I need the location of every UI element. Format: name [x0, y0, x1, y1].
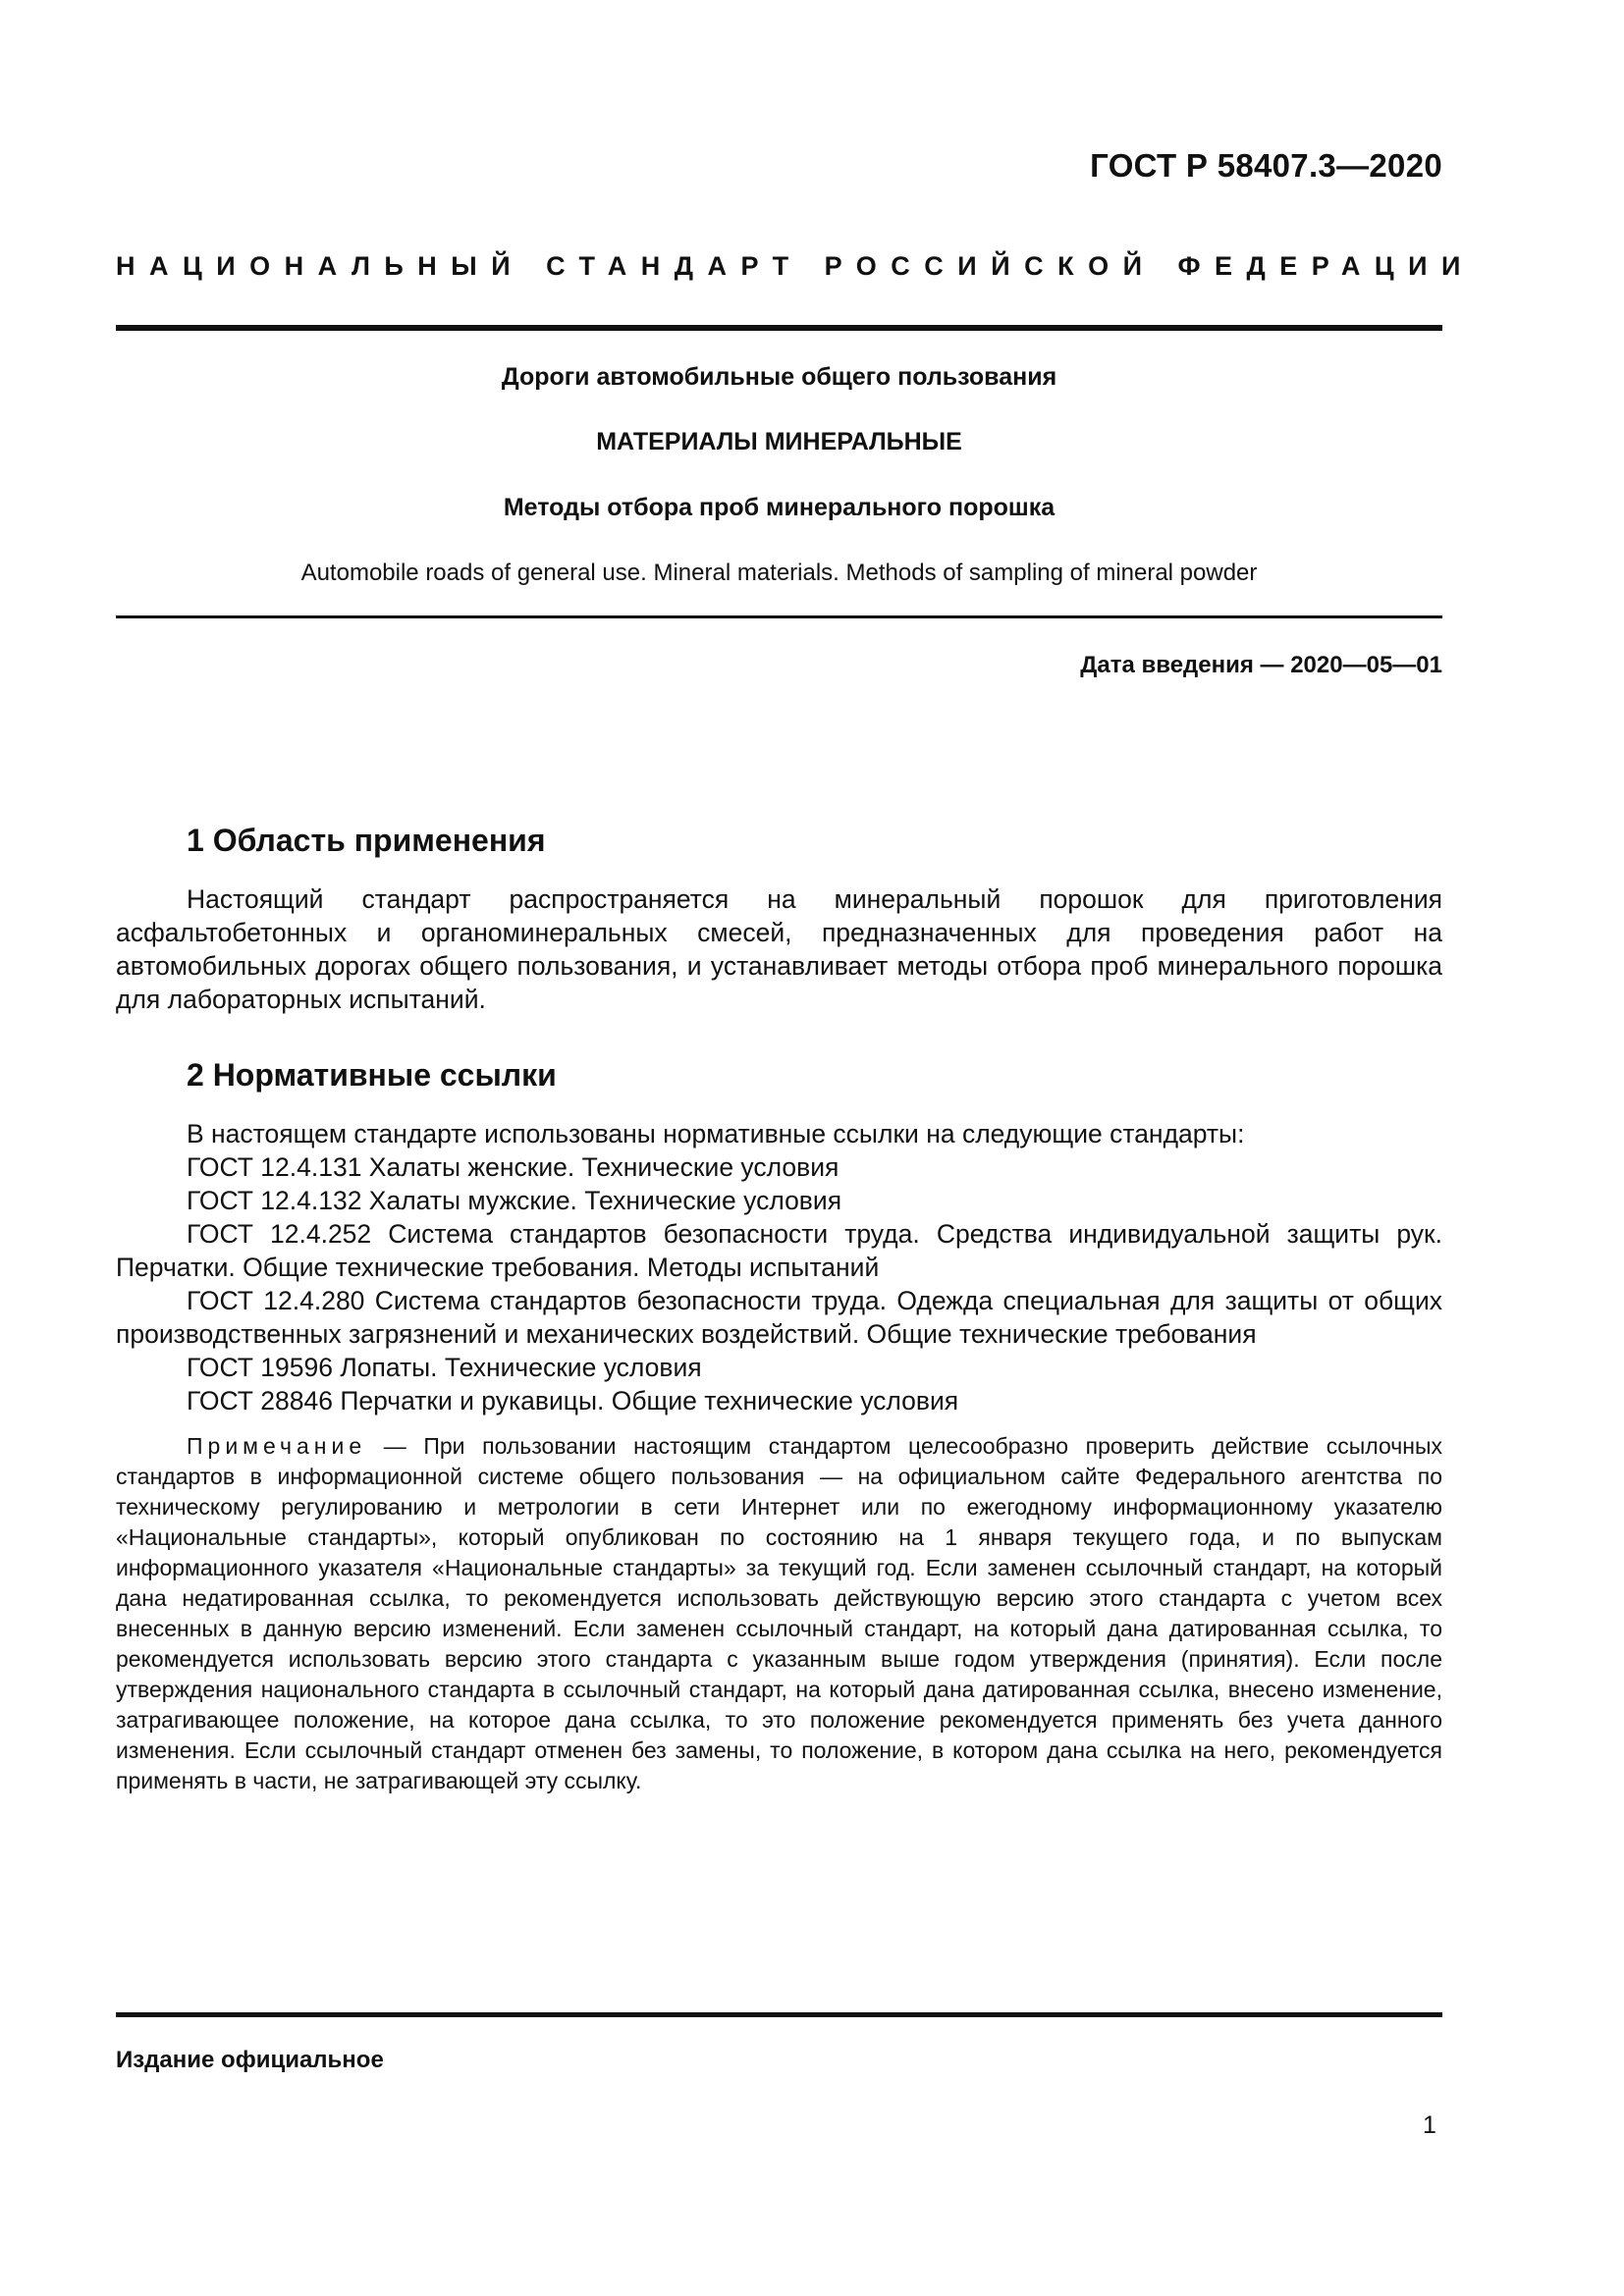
title-divider: [116, 615, 1442, 618]
reference-item: [116, 1217, 1442, 1284]
header-divider: [116, 325, 1442, 331]
page-number: 1: [1423, 2111, 1436, 2139]
section-2-heading: 2 Нормативные ссылки: [187, 1057, 557, 1093]
title-line-1: Дороги автомобильные общего пользования: [501, 363, 1057, 391]
title-line-3: Методы отбора проб минерального порошка: [503, 494, 1056, 521]
official-edition-label: Издание официальное: [116, 2047, 384, 2073]
introduction-date: Дата введения — 2020—05—01: [1080, 652, 1442, 678]
section-1-text: Настоящий стандарт распространяется на минеральный порошок для приготовления асфальтобетонных и органоминеральных смесей, предназначенных для проведения работ на автомобильных дорогах общего пользования, и устанавливает методы отбора проб минерального порошка для лабораторных испытаний.: [116, 884, 1442, 1014]
title-line-2: МАТЕРИАЛЫ МИНЕРАЛЬНЫЕ: [596, 428, 962, 455]
note-paragraph: [116, 1431, 1442, 1796]
note-label: Примечание: [187, 1433, 367, 1459]
reference-item: ГОСТ 28846 Перчатки и рукавицы. Общие технические условия: [187, 1386, 959, 1415]
english-title: Automobile roads of general use. Mineral materials. Methods of sampling of mineral powder: [300, 560, 1258, 586]
reference-item: ГОСТ 12.4.131 Халаты женские. Технические условия: [187, 1152, 839, 1182]
footer-divider: [116, 2012, 1442, 2017]
document-number: ГОСТ Р 58407.3—2020: [1090, 147, 1442, 184]
reference-item: ГОСТ 12.4.132 Халаты мужские. Технические условия: [187, 1186, 842, 1215]
note-text: — При пользовании настоящим стандартом целесообразно проверить действие ссылочных стандартов в информационной системе общего пользования — на официальном сайте Федерального агентства по техническому регулированию и метрологии в сети Интернет или по ежегодному информационному указателю «Национальные стандарты», который опубликован по состоянию на 1 января текущего года, и по выпускам информационного указателя «Национальные стандарты» за текущий год. Если заменен ссылочный стандарт, на который дана недатированная ссылка, то рекомендуется использовать действующую версию этого стандарта с учетом всех внесенных в данную версию изменений. Если заменен ссылочный стандарт, на который дана датированная ссылка, то рекомендуется использовать версию этого стандарта с указанным выше годом утверждения (принятия). Если после утверждения национального стандарта в ссылочный стандарт, на который дана датированная ссылка, внесено изменение, затрагивающее положение, на которое дана ссылка, то это положение рекомендуется применять без учета данного изменения. Если ссылочный стандарт отменен без замены, то положение, в котором дана ссылка на него, рекомендуется применять в части, не затрагивающей эту ссылку.: [116, 1433, 1442, 1793]
section-2-intro: В настоящем стандарте использованы нормативные ссылки на следующие стандарты:: [187, 1119, 1245, 1148]
reference-item: ГОСТ 19596 Лопаты. Технические условия: [187, 1353, 702, 1382]
section-1-paragraph: [116, 882, 1442, 1016]
reference-text: ГОСТ 12.4.280 Система стандартов безопасности труда. Одежда специальная для защиты от общих производственных загрязнений и механических воздействий. Общие технические требования: [116, 1286, 1442, 1349]
reference-text: ГОСТ 12.4.252 Система стандартов безопасности труда. Средства индивидуальной защиты рук. Перчатки. Общие технические требования. Методы испытаний: [116, 1219, 1442, 1282]
section-1-heading: 1 Область применения: [187, 823, 546, 858]
national-standard-banner: НАЦИОНАЛЬНЫЙ СТАНДАРТ РОССИЙСКОЙ ФЕДЕРАЦИИ: [116, 251, 1475, 281]
reference-item: [116, 1284, 1442, 1351]
